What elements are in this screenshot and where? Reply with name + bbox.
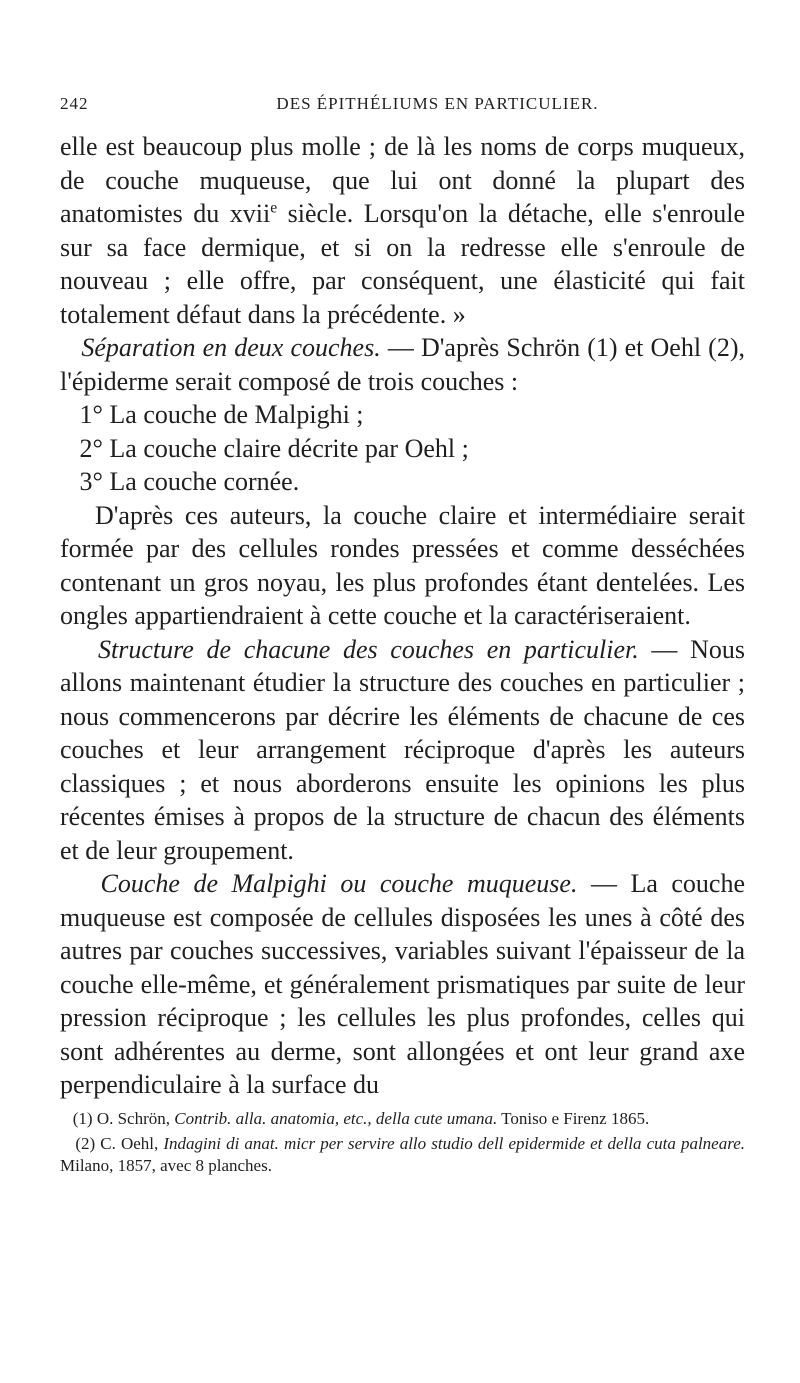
footnote-2-suffix: Milano, 1857, avec 8 planches.	[60, 1156, 272, 1175]
paragraph-5-text: — La couche muqueuse est composée de cellules disposées les unes à côté des autres par couches successives, variables suivant l'épaisseur de la couche elle-même, et généralement prismatiques par suite de leur pression réciproque ; les cellules les plus profondes, celles qui sont adhérentes au derme, sont allongées et ont leur grand axe perpendiculaire à la surface du	[60, 869, 746, 1099]
running-title: DES ÉPITHÉLIUMS EN PARTICULIER.	[276, 94, 599, 113]
century-superscript: e	[270, 199, 278, 217]
paragraph-4-text: — Nous allons maintenant étudier la structure des couches en particulier ; nous commencerons par décrire les éléments de chacune de ces couches et leur arrangement réciproque d'après les auteurs classiques ; et nous aborderons ensuite les opinions les plus récentes émises à propos de la structure de chacun des éléments et de leur groupement.	[60, 634, 745, 865]
list-item-1-text: 1° La couche de Malpighi ;	[79, 400, 364, 429]
running-head	[60, 94, 745, 120]
paragraph-4	[60, 633, 745, 868]
paragraph-1-text: elle est beaucoup plus molle ; de là les noms de corps muqueux, de couche muqueuse, que lui ont donné la plupart des anatomistes du xvii	[60, 132, 745, 228]
paragraph-2-text: — D'après Schrön (1) et Oehl (2), l'épiderme serait composé de trois couches :	[60, 333, 745, 396]
paragraph-1	[60, 130, 745, 331]
footnote-1-suffix: Toniso e Firenz 1865.	[497, 1109, 650, 1128]
footnote-1	[60, 1108, 745, 1131]
section-heading-malpighi: Couche de Malpighi ou couche muqueuse.	[100, 869, 578, 898]
footnote-1-title: Contrib. alla. anatomia, etc., della cute umana.	[174, 1109, 498, 1128]
list-item-2-text: 2° La couche claire décrite par Oehl ;	[79, 433, 469, 463]
list-item-1	[60, 398, 745, 432]
paragraph-3-text: D'après ces auteurs, la couche claire et intermédiaire serait formée par des cellules rondes pressées et comme desséchées contenant un gros noyau, les plus profondes étant dentelées. Les ongles appartiendraient à cette couche et la caractériseraient.	[60, 500, 746, 630]
list-item-2	[60, 432, 745, 466]
page-number: 242	[60, 94, 89, 113]
list-item-3-text: 3° La couche cornée.	[79, 467, 300, 496]
paragraph-1-rest: siècle. Lorsqu'on la détache, elle s'enroule sur sa face dermique, et si on la redresse elle s'enroule de nouveau ; elle offre, par conséquent, une élasticité qui fait totalement défaut dans la précédente. »	[60, 199, 746, 329]
footnotes	[60, 1108, 745, 1180]
body-text	[60, 130, 745, 1102]
paragraph-3	[60, 499, 745, 633]
footnote-2-prefix: (2) C. Oehl,	[75, 1133, 164, 1153]
footnote-2	[60, 1133, 745, 1178]
list-item-3	[60, 465, 745, 499]
paragraph-5	[60, 867, 745, 1102]
section-heading-structure: Structure de chacune des couches en particulier.	[98, 634, 639, 664]
section-heading-separation: Séparation en deux couches.	[81, 333, 381, 362]
footnote-2-title: Indagini di anat. micr per servire allo studio dell epidermide et della cuta palneare.	[163, 1133, 745, 1153]
footnote-1-prefix: (1) O. Schrön,	[72, 1109, 175, 1128]
paragraph-2	[60, 331, 745, 398]
